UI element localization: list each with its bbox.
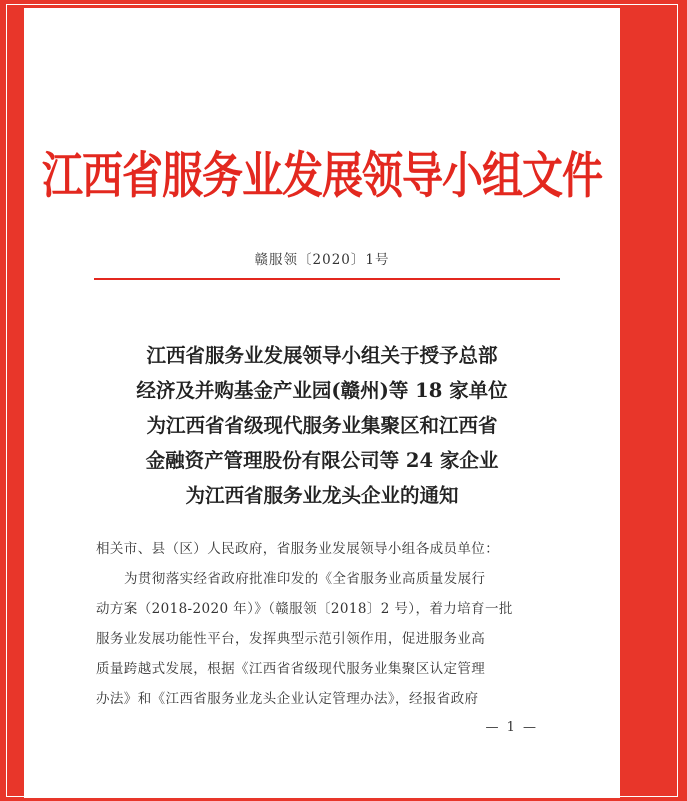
subject-line: 江西省服务业发展领导小组关于授予总部 [146,344,498,367]
notice-subject [24,338,620,513]
document-body [96,534,566,714]
salutation-line: 相关市、县（区）人民政府，省服务业发展领导小组各成员单位： [96,541,500,557]
subject-line: 经济及并购基金产业园(赣州)等 18 家单位 [136,379,508,402]
red-separator-line [94,278,560,280]
subject-line: 金融资产管理股份有限公司等 24 家企业 [145,449,499,472]
body-line: 为贯彻落实经省政府批准印发的《全省服务业高质量发展行 [124,571,486,587]
body-line: 服务业发展功能性平台，发挥典型示范引领作用，促进服务业高 [96,631,486,647]
subject-line: 为江西省省级现代服务业集聚区和江西省 [146,414,498,437]
document-number: 赣服领〔2020〕1号 [254,252,390,268]
document-header-title: 江西省服务业发展领导小组文件 [42,146,602,205]
body-line: 动方案（2018-2020 年）》（赣服领〔2018〕2 号），着力培育一批 [96,601,513,617]
page-number: — 1 — [485,720,538,735]
subject-line: 为江西省服务业龙头企业的通知 [185,484,459,507]
body-line: 质量跨越式发展，根据《江西省省级现代服务业集聚区认定管理 [96,661,486,677]
document-page [24,8,620,798]
body-line: 办法》和《江西省服务业龙头企业认定管理办法》，经报省政府 [96,691,479,707]
